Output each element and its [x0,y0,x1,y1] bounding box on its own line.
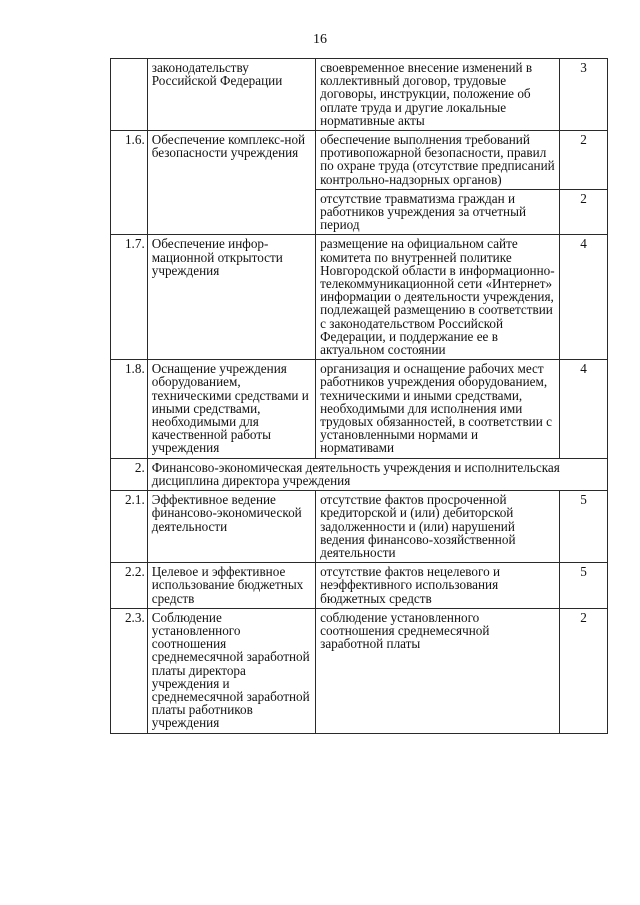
criterion-condition: своевременное внесение изменений в коллективный договор, трудовые договоры, инструкции, положение об оплате труда и другие локальные нормативные акты [316,59,560,131]
criterion-points: 2 [560,131,608,190]
criterion-points: 3 [560,59,608,131]
row-number: 1.7. [111,235,148,360]
criterion-points: 2 [560,189,608,235]
criterion-condition: соблюдение установленного соотношения среднемесячной заработной платы [316,608,560,733]
criteria-row [111,131,608,190]
criterion-condition: обеспечение выполнения требований противопожарной безопасности, правил по охране труда (отсутствие предписаний контрольно-надзорных органов) [316,131,560,190]
criterion-points: 5 [560,563,608,609]
criteria-row [111,59,608,131]
criterion-name: Обеспечение инфор-мационной открытости учреждения [147,235,315,360]
row-number: 1.8. [111,360,148,458]
criterion-points: 4 [560,360,608,458]
criterion-condition: размещение на официальном сайте комитета по внутренней политике Новгородской области в информационно-телекоммуникационной сети «Интернет» информации о деятельности учреждения, подлежащей размещению в соответствии с законодательством Российской Федерации, и поддержание ее в актуальном состоянии [316,235,560,360]
criteria-row [111,235,608,360]
criterion-name: Оснащение учреждения оборудованием, техническими средствами и иными средствами, необходимыми для качественной работы учреждения [147,360,315,458]
criteria-row [111,563,608,609]
criterion-condition: отсутствие фактов просроченной кредиторской и (или) дебиторской задолженности и (или) нарушений ведения финансово-хозяйственной деятельности [316,491,560,563]
section-title: Финансово-экономическая деятельность учреждения и исполнительская дисциплина директора учреждения [147,458,607,490]
criteria-row [111,360,608,458]
criteria-table [110,58,608,734]
criterion-name: Обеспечение комплекс-ной безопасности учреждения [147,131,315,235]
criterion-points: 2 [560,608,608,733]
criterion-points: 5 [560,491,608,563]
criterion-condition: отсутствие фактов нецелевого и неэффективного использования бюджетных средств [316,563,560,609]
row-number: 2.2. [111,563,148,609]
row-number [111,59,148,131]
criterion-name: законодательству Российской Федерации [147,59,315,131]
criteria-table-container [110,58,608,734]
criterion-condition: отсутствие травматизма граждан и работников учреждения за отчетный период [316,189,560,235]
section-row [111,458,608,490]
criterion-name: Соблюдение установленного соотношения среднемесячной заработной платы директора учреждения и среднемесячной заработной платы работников учреждения [147,608,315,733]
section-number: 2. [111,458,148,490]
row-number: 1.6. [111,131,148,235]
criteria-row [111,608,608,733]
criterion-name: Целевое и эффективное использование бюджетных средств [147,563,315,609]
row-number: 2.1. [111,491,148,563]
row-number: 2.3. [111,608,148,733]
criterion-name: Эффективное ведение финансово-экономической деятельности [147,491,315,563]
criterion-points: 4 [560,235,608,360]
page-number: 16 [313,32,327,47]
criteria-row [111,491,608,563]
criterion-condition: организация и оснащение рабочих мест работников учреждения оборудованием, техническими и иными средствами, необходимыми для исполнения ими трудовых обязанностей, в соответствии с установленными нормами и нормативами [316,360,560,458]
